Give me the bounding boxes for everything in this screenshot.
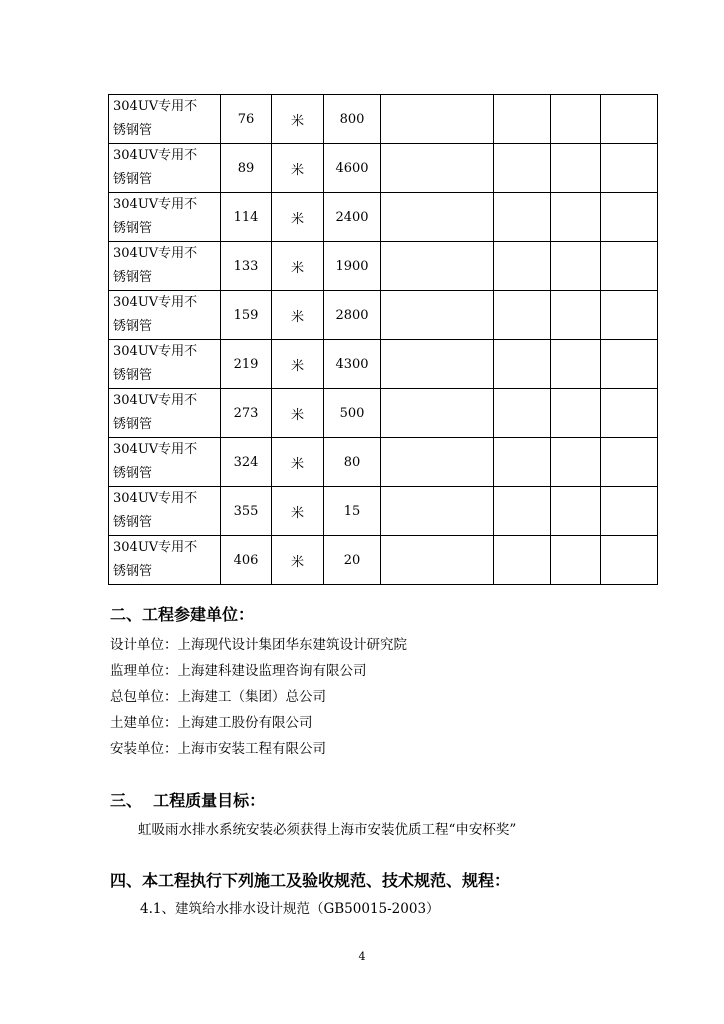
material-name-cell xyxy=(109,291,221,340)
material-name-line1: 304UV专用不 xyxy=(113,295,198,310)
quantity-cell: 4300 xyxy=(324,340,381,389)
design-unit-line: 设计单位：上海现代设计集团华东建筑设计研究院 xyxy=(110,637,407,653)
material-name-line2: 锈钢管 xyxy=(113,417,153,432)
material-name-line2: 锈钢管 xyxy=(113,172,153,187)
quantity-cell: 4600 xyxy=(324,144,381,193)
section-3-title: 三、 工程质量目标： xyxy=(110,791,266,810)
material-name-line2: 锈钢管 xyxy=(113,515,153,530)
unit-cell: 米 xyxy=(272,487,324,536)
empty-cell xyxy=(601,389,658,438)
empty-cell xyxy=(381,438,494,487)
empty-cell xyxy=(494,438,551,487)
pipe-size-cell: 89 xyxy=(221,144,272,193)
material-name-line2: 锈钢管 xyxy=(113,221,153,236)
empty-cell xyxy=(601,95,658,144)
unit-cell: 米 xyxy=(272,242,324,291)
empty-cell xyxy=(601,193,658,242)
unit-cell: 米 xyxy=(272,340,324,389)
empty-cell xyxy=(601,438,658,487)
empty-cell xyxy=(551,389,601,438)
quantity-cell: 15 xyxy=(324,487,381,536)
material-name-line1: 304UV专用不 xyxy=(113,99,198,114)
table-row xyxy=(109,242,658,291)
material-name-line2: 锈钢管 xyxy=(113,368,153,383)
material-name-cell xyxy=(109,144,221,193)
table-row xyxy=(109,193,658,242)
material-table-body xyxy=(109,95,658,585)
material-name-line1: 304UV专用不 xyxy=(113,393,198,408)
pipe-size-cell: 406 xyxy=(221,536,272,585)
table-row xyxy=(109,340,658,389)
empty-cell xyxy=(551,536,601,585)
empty-cell xyxy=(601,536,658,585)
supervision-unit-line: 监理单位：上海建科建设监理咨询有限公司 xyxy=(110,663,367,679)
table-row xyxy=(109,536,658,585)
material-name-line2: 锈钢管 xyxy=(113,270,153,285)
table-row xyxy=(109,438,658,487)
section-4-title: 四、本工程执行下列施工及验收规范、技术规范、规程： xyxy=(110,871,511,890)
quality-goal-text: 虹吸雨水排水系统安装必须获得上海市安装优质工程“申安杯奖” xyxy=(138,822,517,838)
empty-cell xyxy=(381,95,494,144)
material-name-line1: 304UV专用不 xyxy=(113,197,198,212)
pipe-size-cell: 273 xyxy=(221,389,272,438)
quantity-cell: 2400 xyxy=(324,193,381,242)
general-contractor-line: 总包单位：上海建工（集团）总公司 xyxy=(110,689,326,705)
empty-cell xyxy=(551,291,601,340)
pipe-size-cell: 76 xyxy=(221,95,272,144)
unit-cell: 米 xyxy=(272,438,324,487)
standard-item-4-1: 4.1、建筑给水排水设计规范（GB50015-2003） xyxy=(140,901,440,917)
pipe-size-cell: 114 xyxy=(221,193,272,242)
pipe-size-cell: 219 xyxy=(221,340,272,389)
quantity-cell: 800 xyxy=(324,95,381,144)
material-name-line1: 304UV专用不 xyxy=(113,246,198,261)
empty-cell xyxy=(494,144,551,193)
pipe-size-cell: 355 xyxy=(221,487,272,536)
quantity-cell: 2800 xyxy=(324,291,381,340)
material-name-cell xyxy=(109,487,221,536)
empty-cell xyxy=(381,144,494,193)
material-name-line2: 锈钢管 xyxy=(113,466,153,481)
unit-cell: 米 xyxy=(272,193,324,242)
empty-cell xyxy=(381,193,494,242)
material-name-line1: 304UV专用不 xyxy=(113,442,198,457)
installation-unit-line: 安装单位：上海市安装工程有限公司 xyxy=(110,741,326,757)
quantity-cell: 20 xyxy=(324,536,381,585)
empty-cell xyxy=(601,242,658,291)
empty-cell xyxy=(601,487,658,536)
section-2-title: 二、工程参建单位： xyxy=(110,605,255,624)
empty-cell xyxy=(494,487,551,536)
table-row xyxy=(109,291,658,340)
unit-cell: 米 xyxy=(272,95,324,144)
empty-cell xyxy=(551,193,601,242)
table-row xyxy=(109,487,658,536)
empty-cell xyxy=(494,242,551,291)
empty-cell xyxy=(494,340,551,389)
empty-cell xyxy=(494,193,551,242)
material-name-line2: 锈钢管 xyxy=(113,123,153,138)
empty-cell xyxy=(551,487,601,536)
material-name-cell xyxy=(109,389,221,438)
material-name-cell xyxy=(109,242,221,291)
empty-cell xyxy=(601,144,658,193)
material-name-cell xyxy=(109,536,221,585)
unit-cell: 米 xyxy=(272,291,324,340)
table-row xyxy=(109,95,658,144)
pipe-size-cell: 159 xyxy=(221,291,272,340)
empty-cell xyxy=(381,536,494,585)
material-name-line1: 304UV专用不 xyxy=(113,344,198,359)
unit-cell: 米 xyxy=(272,536,324,585)
empty-cell xyxy=(381,389,494,438)
material-name-line1: 304UV专用不 xyxy=(113,540,198,555)
empty-cell xyxy=(551,242,601,291)
empty-cell xyxy=(494,291,551,340)
empty-cell xyxy=(494,95,551,144)
material-table xyxy=(108,94,658,585)
material-name-line1: 304UV专用不 xyxy=(113,491,198,506)
empty-cell xyxy=(601,340,658,389)
unit-cell: 米 xyxy=(272,144,324,193)
empty-cell xyxy=(381,340,494,389)
empty-cell xyxy=(494,389,551,438)
empty-cell xyxy=(381,291,494,340)
empty-cell xyxy=(551,438,601,487)
empty-cell xyxy=(601,291,658,340)
material-name-cell xyxy=(109,193,221,242)
table-row xyxy=(109,389,658,438)
quantity-cell: 500 xyxy=(324,389,381,438)
empty-cell xyxy=(381,487,494,536)
material-name-cell xyxy=(109,95,221,144)
empty-cell xyxy=(551,144,601,193)
pipe-size-cell: 324 xyxy=(221,438,272,487)
empty-cell xyxy=(494,536,551,585)
unit-cell: 米 xyxy=(272,389,324,438)
material-name-cell xyxy=(109,438,221,487)
empty-cell xyxy=(551,95,601,144)
table-row xyxy=(109,144,658,193)
quantity-cell: 1900 xyxy=(324,242,381,291)
quantity-cell: 80 xyxy=(324,438,381,487)
material-name-line1: 304UV专用不 xyxy=(113,148,198,163)
pipe-size-cell: 133 xyxy=(221,242,272,291)
empty-cell xyxy=(551,340,601,389)
page-number: 4 xyxy=(358,950,366,963)
material-name-line2: 锈钢管 xyxy=(113,319,153,334)
empty-cell xyxy=(381,242,494,291)
civil-unit-line: 土建单位：上海建工股份有限公司 xyxy=(110,715,313,731)
material-name-cell xyxy=(109,340,221,389)
material-name-line2: 锈钢管 xyxy=(113,564,153,579)
